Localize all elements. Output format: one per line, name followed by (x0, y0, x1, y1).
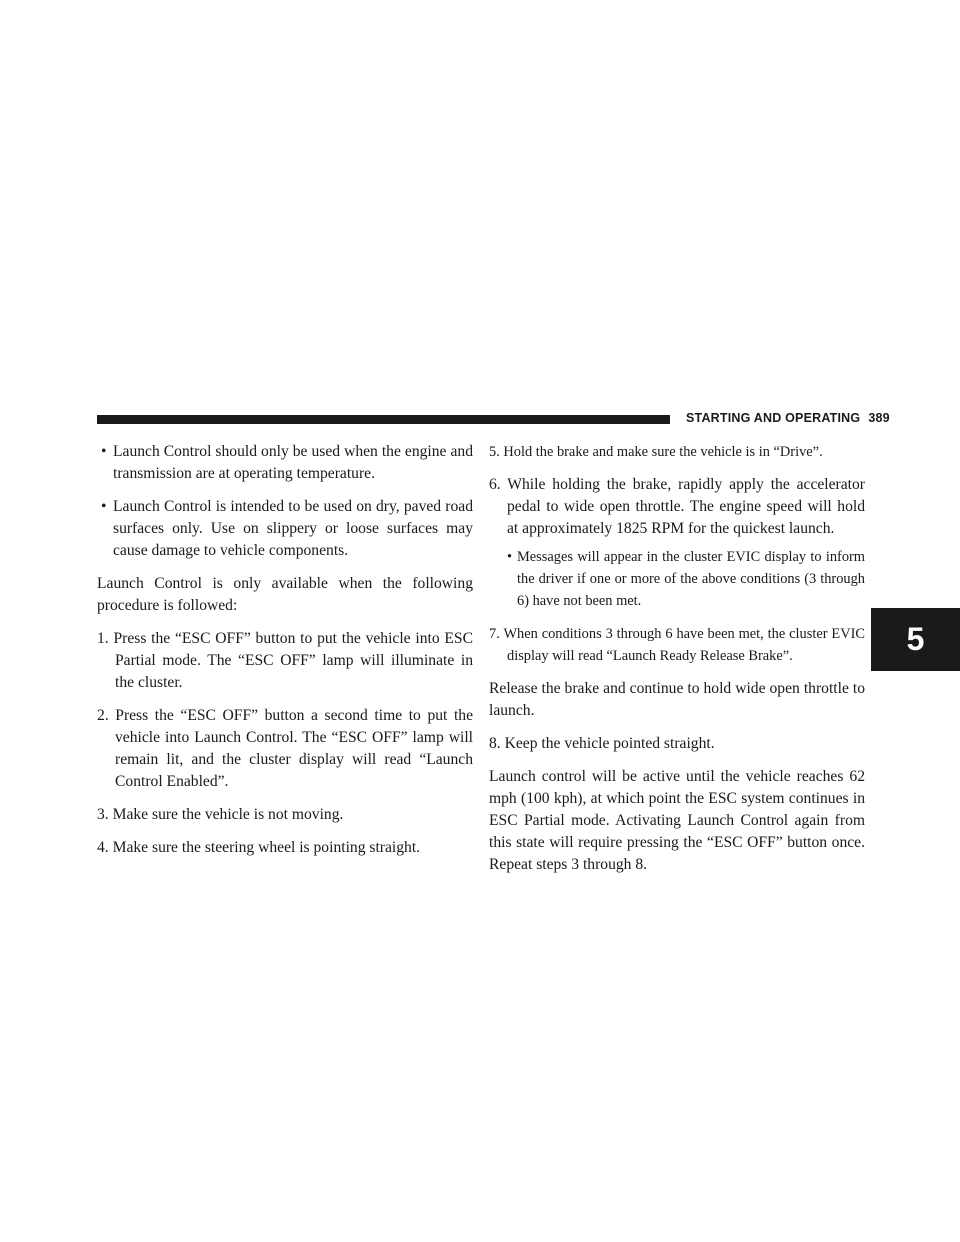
step-item: 8. Keep the vehicle pointed straight. (489, 735, 715, 752)
left-column (97, 441, 473, 859)
intro-paragraph: Launch Control is only available when the following procedure is followed: (97, 575, 473, 614)
page-number: 389 (868, 411, 890, 425)
section-title: STARTING AND OPERATING (686, 411, 861, 425)
body-paragraph: Release the brake and continue to hold wide open throttle to launch. (489, 680, 865, 719)
right-column (489, 441, 865, 876)
step-item: 1. Press the “ESC OFF” button to put the vehicle into ESC Partial mode. The “ESC OFF” lamp will illuminate in the cluster. (97, 630, 473, 691)
step-item: 6. While holding the brake, rapidly apply the accelerator pedal to wide open throttle. The engine speed will hold at approximately 1825 RPM for the quickest launch. (489, 476, 865, 537)
body-paragraph: Launch control will be active until the vehicle reaches 62 mph (100 kph), at which point the ESC system continues in ESC Partial mode. Activating Launch Control again from this state will require pressing the “ESC OFF” button once. Repeat steps 3 through 8. (489, 768, 865, 873)
header-rule (97, 415, 670, 424)
bullet-item: • Launch Control should only be used when the engine and transmission are at operating temperature. (97, 441, 473, 485)
step-item: 3. Make sure the vehicle is not moving. (97, 806, 344, 823)
step-item: 5. Hold the brake and make sure the vehicle is in “Drive”. (489, 444, 823, 460)
step-item: 2. Press the “ESC OFF” button a second time to put the vehicle into Launch Control. The “ESC OFF” lamp will remain lit, and the cluster display will read “Launch Control Enabled”. (97, 707, 473, 790)
bullet-item: • Launch Control is intended to be used on dry, paved road surfaces only. Use on slippery or loose surfaces may cause damage to vehicle components. (97, 496, 473, 562)
chapter-number: 5 (906, 621, 925, 657)
chapter-tab (871, 608, 960, 671)
running-header (686, 409, 890, 427)
step-item: 4. Make sure the steering wheel is pointing straight. (97, 839, 421, 856)
step-item: 7. When conditions 3 through 6 have been met, the cluster EVIC display will read “Launch Ready Release Brake”. (489, 626, 865, 664)
sub-bullet-item: • Messages will appear in the cluster EVIC display to inform the driver if one or more of the above conditions (3 through 6) have not been met. (489, 546, 865, 612)
